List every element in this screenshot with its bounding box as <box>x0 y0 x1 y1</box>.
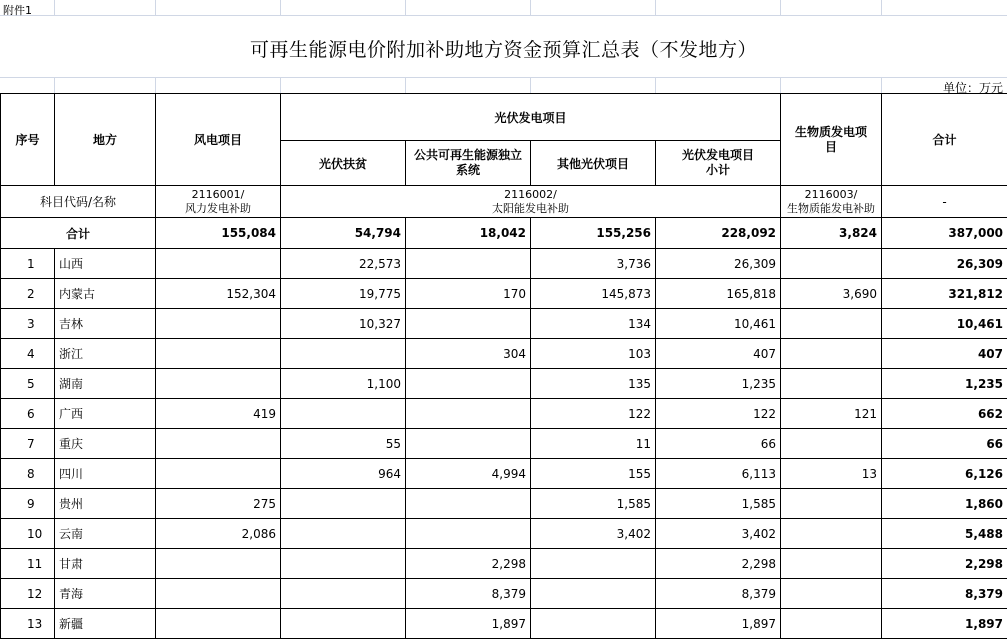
row-pv-other: 134 <box>531 309 656 339</box>
total-row <box>1 218 1007 249</box>
row-pv-subtotal: 6,113 <box>656 459 781 489</box>
gridline <box>881 77 882 93</box>
row-total: 10,461 <box>882 309 1007 339</box>
gridline <box>54 77 55 93</box>
row-biomass <box>781 549 882 579</box>
row-total: 1,897 <box>882 609 1007 639</box>
row-total: 662 <box>882 399 1007 429</box>
row-total: 321,812 <box>882 279 1007 309</box>
total-pv-other: 155,256 <box>531 218 656 249</box>
row-wind <box>156 579 281 609</box>
row-seq: 8 <box>1 459 55 489</box>
table-row <box>1 399 1007 429</box>
row-region: 甘肃 <box>55 549 156 579</box>
row-region: 山西 <box>55 249 156 279</box>
row-biomass <box>781 309 882 339</box>
total-biomass: 3,824 <box>781 218 882 249</box>
header-pv-poverty: 光伏扶贫 <box>281 141 406 186</box>
total-wind: 155,084 <box>156 218 281 249</box>
row-pv-poverty <box>281 489 406 519</box>
row-pv-other: 135 <box>531 369 656 399</box>
total-pv-subtotal: 228,092 <box>656 218 781 249</box>
pv-code: 2116002/ <box>504 187 557 201</box>
row-pv-public <box>406 369 531 399</box>
gridline <box>54 0 55 15</box>
total-pv-poverty: 54,794 <box>281 218 406 249</box>
row-pv-public <box>406 249 531 279</box>
row-region: 浙江 <box>55 339 156 369</box>
row-region: 新疆 <box>55 609 156 639</box>
row-wind <box>156 249 281 279</box>
gridline <box>655 77 656 93</box>
row-total: 1,235 <box>882 369 1007 399</box>
page-title: 可再生能源电价附加补助地方资金预算汇总表（不发地方） <box>249 39 757 61</box>
row-pv-subtotal: 66 <box>656 429 781 459</box>
row-pv-other <box>531 609 656 639</box>
row-wind: 152,304 <box>156 279 281 309</box>
header-pv-subtotal: 光伏发电项目小计 <box>656 141 781 186</box>
table-row <box>1 249 1007 279</box>
table-row <box>1 459 1007 489</box>
total-code: - <box>882 186 1007 218</box>
row-pv-poverty: 19,775 <box>281 279 406 309</box>
header-total: 合计 <box>882 94 1007 186</box>
pv-code-cell <box>281 186 781 218</box>
row-biomass <box>781 249 882 279</box>
row-region: 云南 <box>55 519 156 549</box>
bio-code-name: 生物质能发电补助 <box>787 201 876 215</box>
row-wind <box>156 459 281 489</box>
row-pv-poverty: 55 <box>281 429 406 459</box>
total-pv-public: 18,042 <box>406 218 531 249</box>
row-pv-poverty <box>281 339 406 369</box>
row-region: 内蒙古 <box>55 279 156 309</box>
row-region: 贵州 <box>55 489 156 519</box>
table-row <box>1 369 1007 399</box>
gridline <box>881 0 882 15</box>
header-region: 地方 <box>55 94 156 186</box>
row-pv-other: 155 <box>531 459 656 489</box>
gridline <box>530 0 531 15</box>
row-seq: 5 <box>1 369 55 399</box>
row-biomass <box>781 339 882 369</box>
row-region: 广西 <box>55 399 156 429</box>
row-pv-other: 1,585 <box>531 489 656 519</box>
row-pv-other <box>531 549 656 579</box>
gridline <box>155 77 156 93</box>
row-pv-public <box>406 489 531 519</box>
row-wind <box>156 609 281 639</box>
row-pv-public <box>406 429 531 459</box>
row-seq: 12 <box>1 579 55 609</box>
row-seq: 3 <box>1 309 55 339</box>
budget-table <box>0 93 1007 639</box>
row-total: 8,379 <box>882 579 1007 609</box>
row-seq: 4 <box>1 339 55 369</box>
gridline <box>780 77 781 93</box>
row-biomass <box>781 489 882 519</box>
row-seq: 6 <box>1 399 55 429</box>
row-biomass <box>781 609 882 639</box>
row-pv-public: 8,379 <box>406 579 531 609</box>
row-pv-other <box>531 579 656 609</box>
gridline <box>0 77 1007 78</box>
row-biomass <box>781 579 882 609</box>
row-region: 四川 <box>55 459 156 489</box>
row-wind: 2,086 <box>156 519 281 549</box>
table-row <box>1 519 1007 549</box>
attachment-label: 附件1 <box>3 4 32 17</box>
gridline <box>280 77 281 93</box>
row-wind: 419 <box>156 399 281 429</box>
row-region: 重庆 <box>55 429 156 459</box>
wind-code-cell <box>156 186 281 218</box>
pv-code-name: 太阳能发电补助 <box>492 201 569 215</box>
bio-code: 2116003/ <box>804 187 858 201</box>
row-pv-poverty <box>281 399 406 429</box>
row-wind: 275 <box>156 489 281 519</box>
gridline <box>405 0 406 15</box>
row-seq: 9 <box>1 489 55 519</box>
row-region: 青海 <box>55 579 156 609</box>
table-row <box>1 489 1007 519</box>
bio-code-cell <box>781 186 882 218</box>
row-pv-subtotal: 2,298 <box>656 549 781 579</box>
row-total: 66 <box>882 429 1007 459</box>
row-pv-subtotal: 407 <box>656 339 781 369</box>
row-biomass <box>781 429 882 459</box>
header-seq: 序号 <box>1 94 55 186</box>
row-pv-subtotal: 10,461 <box>656 309 781 339</box>
row-seq: 11 <box>1 549 55 579</box>
row-pv-poverty <box>281 549 406 579</box>
header-pv-other: 其他光伏项目 <box>531 141 656 186</box>
row-biomass: 3,690 <box>781 279 882 309</box>
row-pv-poverty: 1,100 <box>281 369 406 399</box>
row-total: 5,488 <box>882 519 1007 549</box>
header-pv-public: 公共可再生能源独立系统 <box>406 141 531 186</box>
total-row-label: 合计 <box>1 218 156 249</box>
row-pv-public <box>406 309 531 339</box>
table-row <box>1 279 1007 309</box>
row-total: 1,860 <box>882 489 1007 519</box>
row-total: 26,309 <box>882 249 1007 279</box>
table-row <box>1 579 1007 609</box>
row-biomass <box>781 519 882 549</box>
row-region: 湖南 <box>55 369 156 399</box>
code-row <box>1 186 1007 218</box>
gridline <box>280 0 281 15</box>
row-biomass: 13 <box>781 459 882 489</box>
gridline <box>155 0 156 15</box>
row-pv-subtotal: 1,897 <box>656 609 781 639</box>
row-pv-poverty: 10,327 <box>281 309 406 339</box>
row-pv-other: 3,402 <box>531 519 656 549</box>
row-pv-public <box>406 399 531 429</box>
table-row <box>1 609 1007 639</box>
row-total: 2,298 <box>882 549 1007 579</box>
wind-code-name: 风力发电补助 <box>185 201 251 215</box>
row-pv-public: 304 <box>406 339 531 369</box>
table-row <box>1 429 1007 459</box>
row-pv-poverty: 22,573 <box>281 249 406 279</box>
row-pv-other: 145,873 <box>531 279 656 309</box>
row-seq: 1 <box>1 249 55 279</box>
row-pv-public: 2,298 <box>406 549 531 579</box>
unit-label: 单位：万元 <box>942 81 1003 95</box>
row-biomass: 121 <box>781 399 882 429</box>
row-seq: 7 <box>1 429 55 459</box>
row-pv-subtotal: 1,235 <box>656 369 781 399</box>
row-pv-poverty <box>281 609 406 639</box>
gridline <box>0 15 1007 16</box>
row-biomass <box>781 369 882 399</box>
header-row <box>1 94 1007 141</box>
row-pv-poverty <box>281 579 406 609</box>
row-pv-subtotal: 3,402 <box>656 519 781 549</box>
gridline <box>530 77 531 93</box>
row-total: 407 <box>882 339 1007 369</box>
row-pv-other: 11 <box>531 429 656 459</box>
row-wind <box>156 369 281 399</box>
row-region: 吉林 <box>55 309 156 339</box>
row-pv-public: 1,897 <box>406 609 531 639</box>
row-pv-public: 4,994 <box>406 459 531 489</box>
row-wind <box>156 309 281 339</box>
table-row <box>1 339 1007 369</box>
row-total: 6,126 <box>882 459 1007 489</box>
row-pv-other: 122 <box>531 399 656 429</box>
row-seq: 10 <box>1 519 55 549</box>
row-wind <box>156 549 281 579</box>
row-pv-subtotal: 8,379 <box>656 579 781 609</box>
header-wind: 风电项目 <box>156 94 281 186</box>
row-pv-subtotal: 165,818 <box>656 279 781 309</box>
row-pv-subtotal: 1,585 <box>656 489 781 519</box>
row-pv-subtotal: 122 <box>656 399 781 429</box>
gridline <box>405 77 406 93</box>
row-pv-poverty <box>281 519 406 549</box>
gridline <box>655 0 656 15</box>
wind-code: 2116001/ <box>191 187 245 201</box>
row-wind <box>156 339 281 369</box>
table-row <box>1 549 1007 579</box>
row-pv-poverty: 964 <box>281 459 406 489</box>
row-seq: 13 <box>1 609 55 639</box>
row-pv-subtotal: 26,309 <box>656 249 781 279</box>
row-pv-other: 3,736 <box>531 249 656 279</box>
header-biomass: 生物质发电项目 <box>781 94 882 186</box>
total-grand: 387,000 <box>882 218 1007 249</box>
row-pv-public <box>406 519 531 549</box>
row-pv-other: 103 <box>531 339 656 369</box>
code-row-label: 科目代码/名称 <box>1 186 156 218</box>
gridline <box>780 0 781 15</box>
row-wind <box>156 429 281 459</box>
table-row <box>1 309 1007 339</box>
header-pv-group: 光伏发电项目 <box>281 94 781 141</box>
row-seq: 2 <box>1 279 55 309</box>
row-pv-public: 170 <box>406 279 531 309</box>
